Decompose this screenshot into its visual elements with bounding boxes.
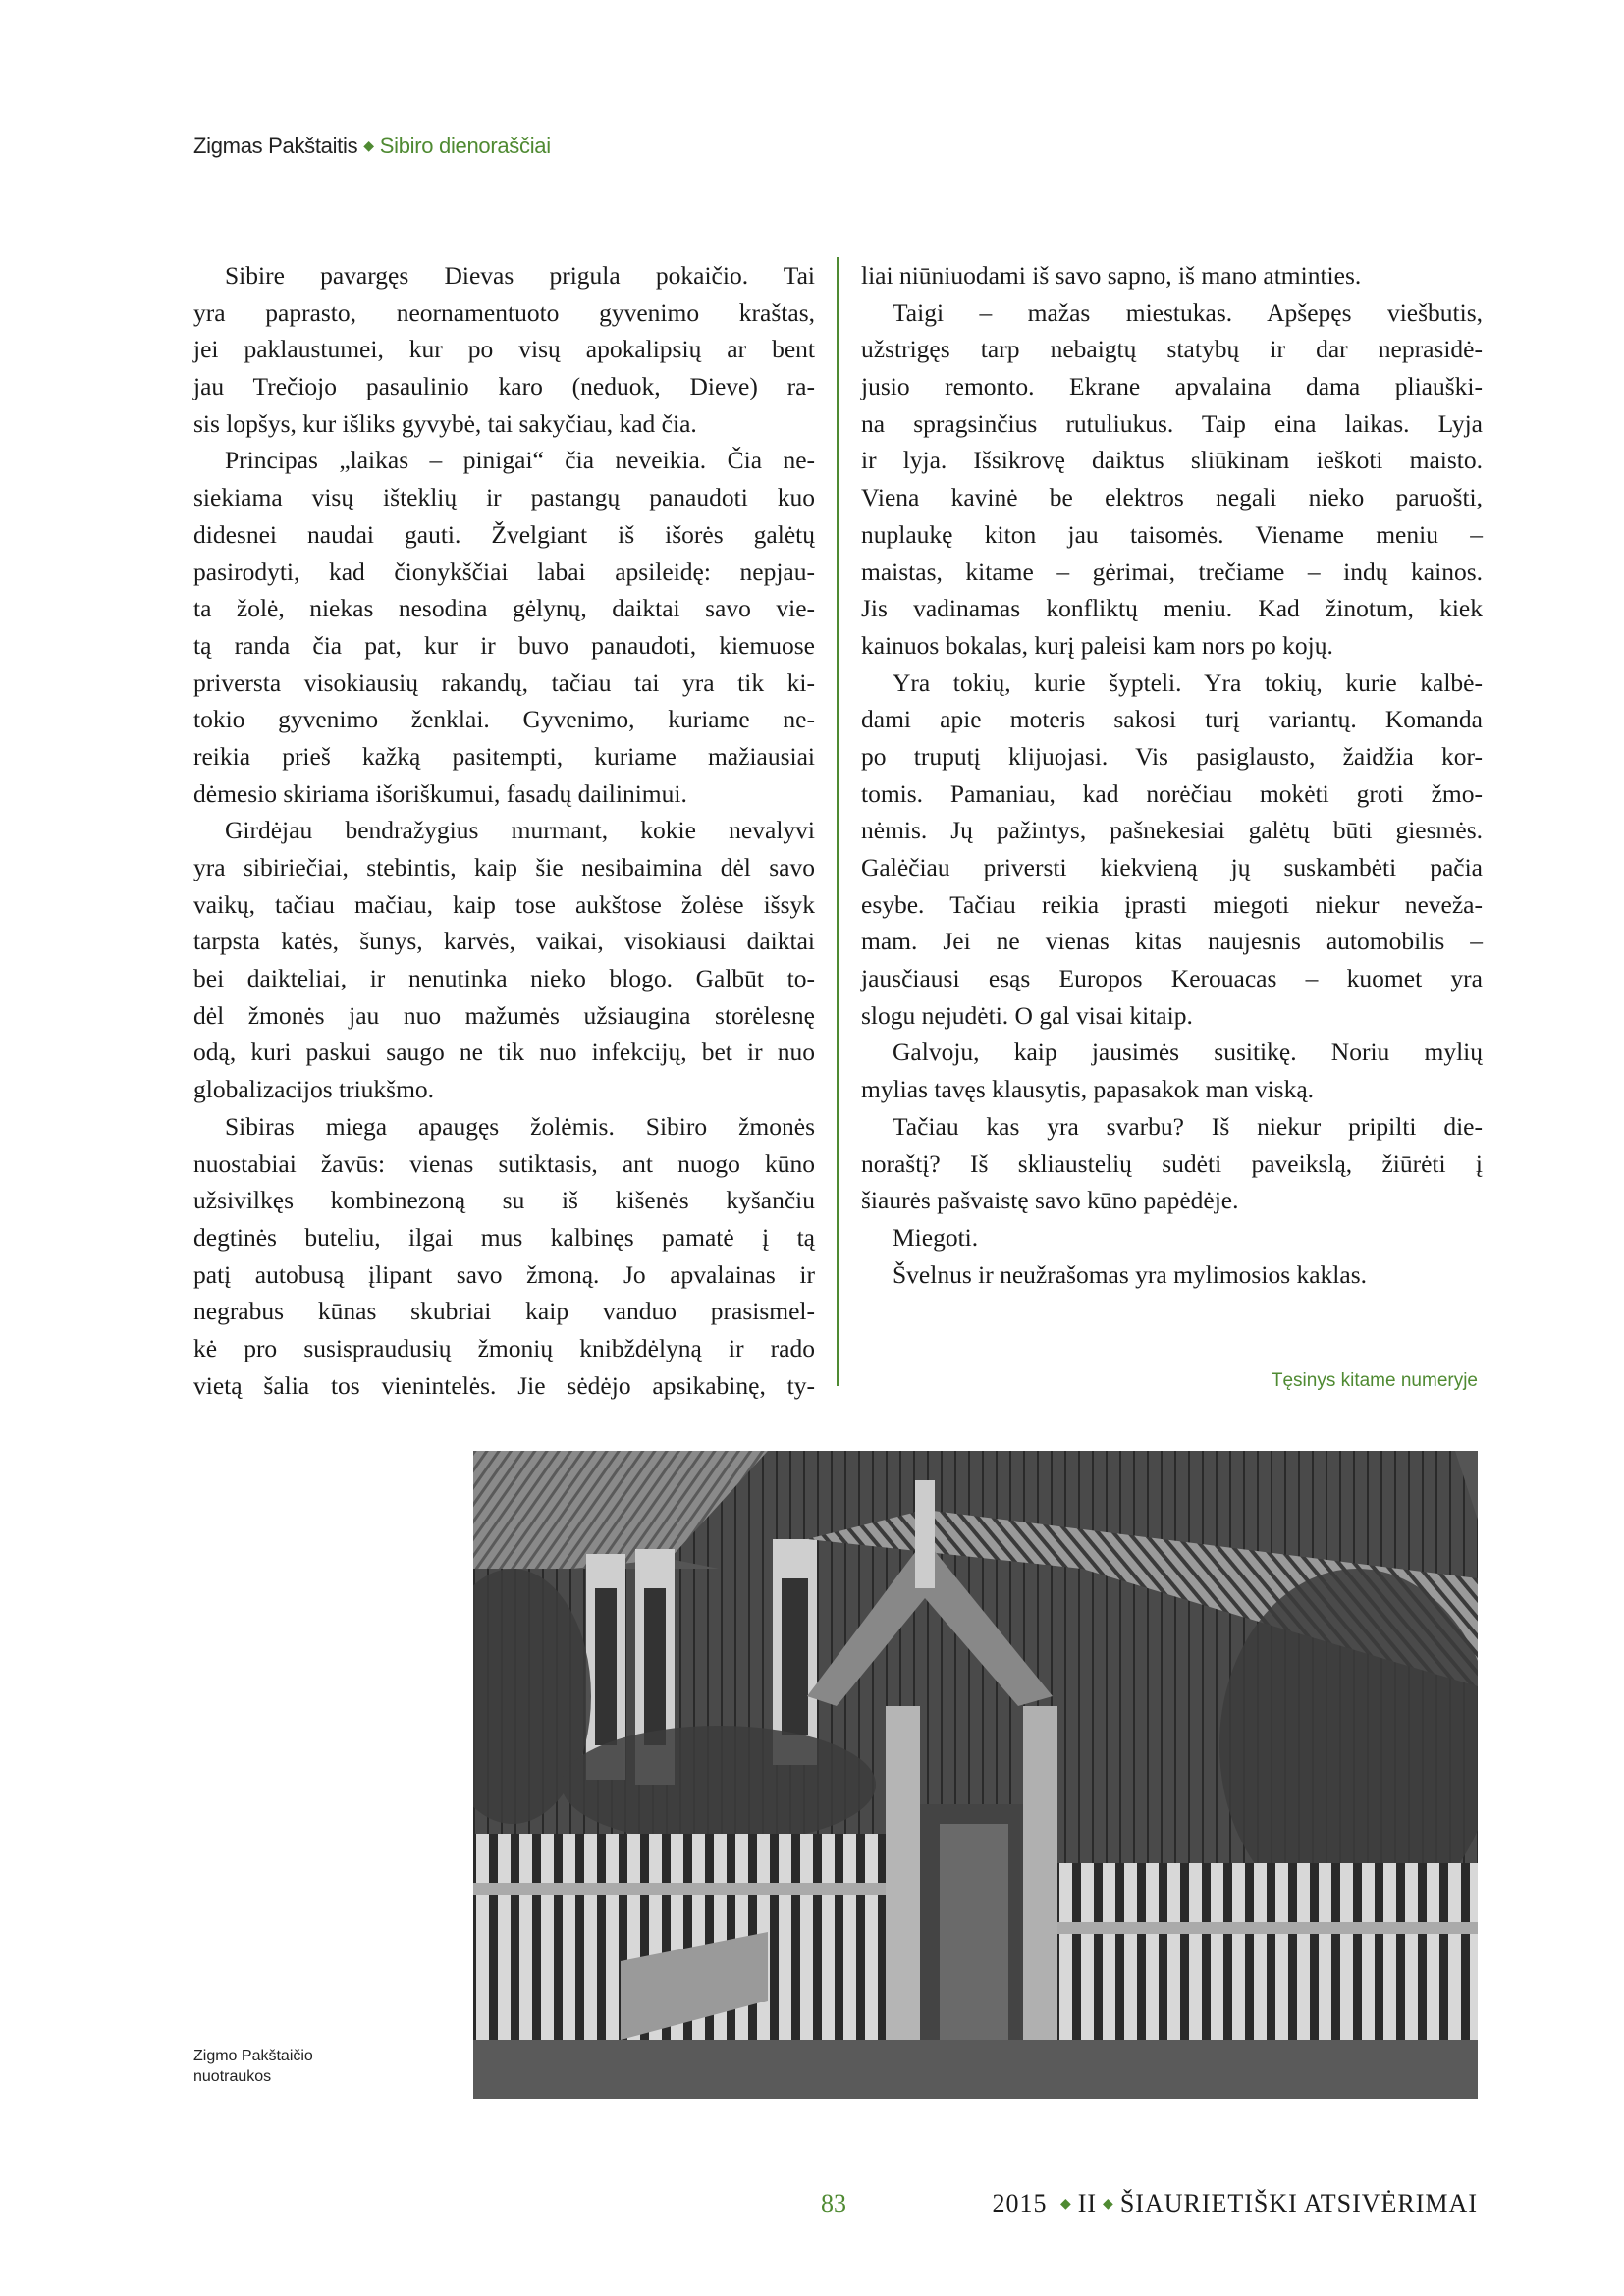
text-line: negrabus kūnas skubriai kaip vanduo prasismel-: [193, 1297, 815, 1326]
text-line: globalizacijos triukšmo.: [193, 1075, 435, 1104]
text-line: slogu nejudėti. O gal visai kitaip.: [861, 1000, 1193, 1030]
continuation-note: Tęsinys kitame numeryje: [1271, 1370, 1478, 1391]
text-line: Miegoti.: [893, 1222, 979, 1252]
text-line: Viena kavinė be elektros negali nieko paruošti,: [861, 483, 1483, 512]
text-line: tarpsta katės, šunys, karvės, vaikai, visokiausi daiktai: [193, 927, 815, 956]
text-line: sis lopšys, kur išliks gyvybė, tai sakyčiau, kad čia.: [193, 408, 697, 438]
header-author: Zigmas Pakštaitis: [193, 133, 358, 158]
diamond-separator-icon: ◆: [1059, 2197, 1072, 2212]
text-line: tomis. Pamaniau, kad norėčiau mokėti groti žmo-: [861, 778, 1483, 808]
diamond-separator-icon: ◆: [1103, 2197, 1114, 2212]
text-line: Jis vadinamas konfliktų meniu. Kad žinotum, kiek: [861, 594, 1483, 623]
text-line: siekiama visų išteklių ir pastangų panaudoti kuo: [193, 483, 815, 512]
left-text-column: [193, 257, 815, 1404]
text-line: jusio remonto. Ekrane apvalaina dama pliauški-: [861, 372, 1483, 401]
text-line: nėmis. Jų pažintys, pašnekesiai galėtų būti giesmės.: [861, 816, 1483, 845]
text-line: jau Trečiojo pasaulinio karo (neduok, Dieve) ra-: [193, 372, 815, 401]
text-line: nuplaukę kiton jau taisomės. Viename meniu –: [861, 519, 1483, 549]
text-line: tą randa čia pat, kur ir buvo panaudoti, kiemuose: [193, 630, 815, 660]
text-line: yra paprasto, neornamentuoto gyvenimo kraštas,: [193, 297, 815, 327]
text-line: odą, kuri paskui saugo ne tik nuo infekcijų, bet ir nuo: [193, 1038, 815, 1067]
text-line: na spragsinčius rutuliukus. Taip eina laikas. Lyja: [861, 408, 1483, 438]
text-line: Tačiau kas yra svarbu? Iš niekur pripilti die-: [893, 1111, 1483, 1141]
caption-line: Zigmo Pakštaičio: [193, 2048, 313, 2064]
text-line: užsivilkęs kombinezoną su iš kišenės kyšančiu: [193, 1186, 815, 1215]
text-line: mylias tavęs klausytis, papasakok man viską.: [861, 1075, 1315, 1104]
text-line: Sibire pavargęs Dievas prigula pokaičio. Tai: [225, 261, 815, 290]
text-line: liai niūniuodami iš savo sapno, iš mano atminties.: [861, 261, 1362, 290]
text-line: kė pro susispraudusių žmonių knibždėlyną ir rado: [193, 1333, 815, 1362]
text-line: Galvoju, kaip jausimės susitikę. Noriu mylių: [893, 1038, 1483, 1067]
text-line: degtinės buteliu, ilgai mus kalbinęs pamatė į tą: [193, 1222, 815, 1252]
text-line: esybe. Tačiau reikia įprasti miegoti niekur neveža-: [861, 889, 1483, 919]
text-line: Yra tokių, kurie šypteli. Yra tokių, kurie kalbė-: [893, 667, 1483, 697]
text-line: Taigi – mažas miestukas. Apšepęs viešbutis,: [893, 297, 1483, 327]
text-line: noraštį? Iš skliaustelių sudėti paveikslą, žiūrėti į: [861, 1148, 1483, 1178]
text-line: ir lyja. Išsikrovę daiktus sliūkinam ieškoti maisto.: [861, 446, 1483, 475]
text-line: vietą šalia tos vienintelės. Jie sėdėjo apsikabinę, ty-: [193, 1370, 815, 1400]
text-line: nuostabiai žavūs: vienas sutiktasis, ant nuogo kūno: [193, 1148, 815, 1178]
text-line: dėmesio skiriama išoriškumui, fasadų dailinimui.: [193, 778, 687, 808]
footer-issue: II: [1077, 2189, 1098, 2217]
text-line: užstrigęs tarp nebaigtų statybų ir dar neprasidė-: [861, 335, 1483, 364]
text-line: pasirodyti, kad čionykščiai labai apsileidę: nepjau-: [193, 557, 815, 586]
text-line: dami apie moteris sakosi turį variantų. Komanda: [861, 705, 1483, 734]
text-line: Sibiras miega apaugęs žolėmis. Sibiro žmonės: [225, 1111, 815, 1141]
journal-footer: [992, 2189, 1478, 2218]
text-line: šiaurės pašvaistę savo kūno papėdėje.: [861, 1186, 1239, 1215]
text-line: po truputį klijuojasi. Vis pasiglausto, žaidžia kor-: [861, 741, 1483, 771]
diamond-separator-icon: ◆: [363, 137, 374, 153]
text-line: Principas „laikas – pinigai“ čia neveikia. Čia ne-: [225, 446, 815, 475]
text-line: ta žolė, niekas nesodina gėlynų, daiktai savo vie-: [193, 594, 815, 623]
text-line: patį autobusą įlipant savo žmoną. Jo apvalainas ir: [193, 1259, 815, 1289]
text-line: dėl žmonės jau nuo mažumės užsiaugina storėlesnę: [193, 1000, 815, 1030]
footer-journal-title: ŠIAURIETIŠKI ATSIVĖRIMAI: [1119, 2189, 1478, 2217]
text-line: jausčiausi esąs Europos Kerouacas – kuomet yra: [861, 964, 1483, 993]
header-series-title: Sibiro dienoraščiai: [379, 133, 551, 158]
caption-line: nuotraukos: [193, 2068, 272, 2085]
text-line: mam. Jei ne vienas kitas naujesnis automobilis –: [861, 927, 1483, 956]
column-divider: [837, 257, 839, 1386]
text-line: kainuos bokalas, kurį paleisi kam nors po kojų.: [861, 630, 1333, 660]
text-line: jei paklaustumei, kur po visų apokalipsių ar bent: [193, 335, 815, 364]
text-line: Girdėjau bendražygius murmant, kokie nevalyvi: [225, 816, 815, 845]
text-line: Galėčiau priversti kiekvieną jų suskambėti pačia: [861, 853, 1483, 881]
text-line: vaikų, tačiau mačiau, kaip tose aukštose žolėse išsyk: [193, 889, 815, 919]
photo-wooden-house-with-fence: [473, 1451, 1478, 2099]
text-line: priversta visokiausių rakandų, tačiau tai yra tik ki-: [193, 667, 815, 697]
text-line: Švelnus ir neužrašomas yra mylimosios kaklas.: [893, 1259, 1368, 1289]
text-line: maistas, kitame – gėrimai, trečiame – indų kainos.: [861, 557, 1483, 586]
page-number: 83: [821, 2189, 846, 2217]
text-line: didesnei naudai gauti. Žvelgiant iš išorės galėtų: [193, 519, 815, 549]
text-line: tokio gyvenimo ženklai. Gyvenimo, kuriame ne-: [193, 705, 815, 734]
right-text-column: [861, 257, 1483, 1293]
text-line: bei daikteliai, ir nenutinka nieko blogo. Galbūt to-: [193, 964, 815, 993]
text-line: yra sibiriečiai, stebintis, kaip šie nesibaimina dėl savo: [193, 853, 815, 881]
footer-year: 2015: [992, 2189, 1048, 2217]
running-header: [193, 133, 551, 159]
photo-caption: [193, 2046, 313, 2087]
text-line: reikia prieš kažką pasitempti, kuriame mažiausiai: [193, 741, 815, 771]
